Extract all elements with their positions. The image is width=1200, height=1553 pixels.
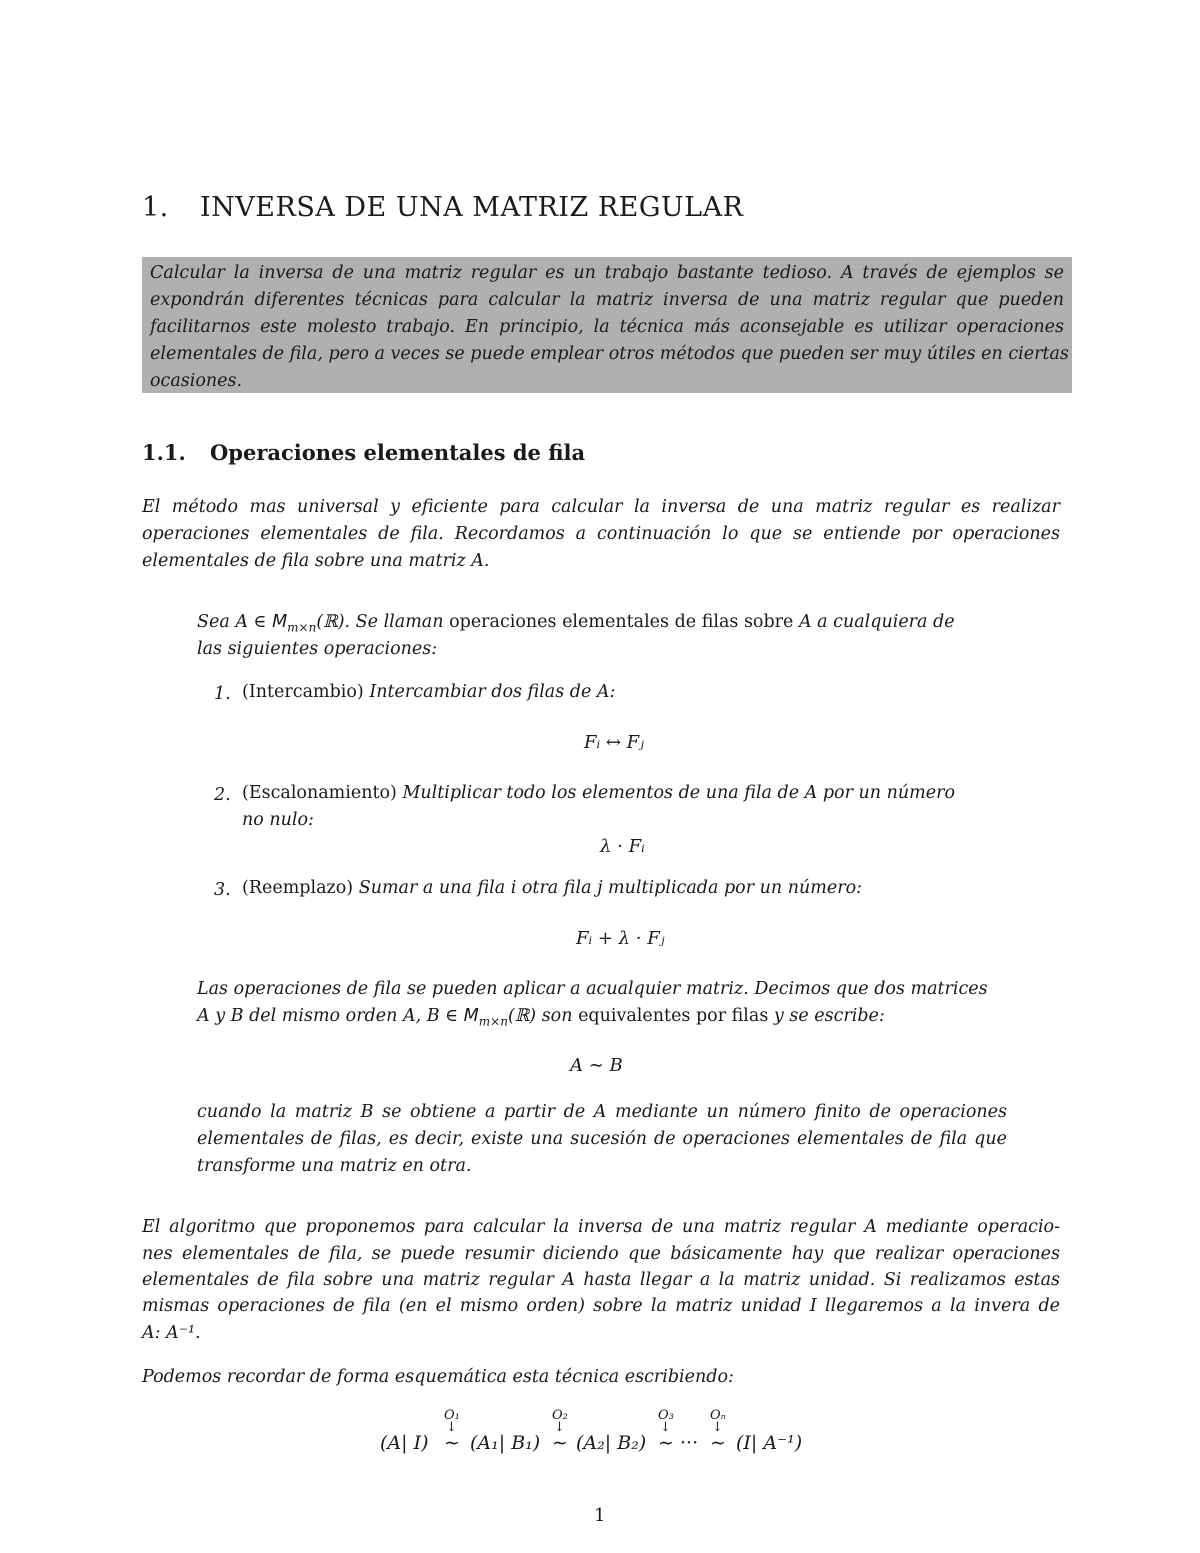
operation-number: 3. (214, 880, 231, 900)
paragraph-line: A y B del mismo orden A, B ∈ $M_{m\times n}(ℝ)$ son equivalentes por filas y se escribe: (197, 1006, 885, 1029)
operation-text-cont: no nulo: (242, 810, 314, 830)
operation-text: (Escalonamiento) Multiplicar todo los elementos de una fila de A por un número (242, 783, 956, 803)
abstract-line: facilitarnos este molesto trabajo. En principio, la técnica más aconsejable es utilizar operaciones (150, 317, 1064, 337)
down-arrow-icon: ↓ (446, 1420, 457, 1435)
scheme-term: (I| A⁻¹) (736, 1432, 803, 1454)
paragraph-line: nes elementales de fila, se puede resumir diciendo que básicamente hay que realizar operaciones (142, 1244, 1060, 1264)
equivalence-symbol: ∼ (552, 1432, 568, 1454)
scheme-term: (A₂| B₂) (576, 1432, 647, 1454)
paragraph-line: transforme una matriz en otra. (197, 1156, 472, 1176)
abstract-line: expondrán diferentes técnicas para calcular la matriz inversa de una matriz regular que pueden (150, 290, 1064, 310)
paragraph-line: cuando la matriz B se obtiene a partir de A mediante un número finito de operaciones (197, 1102, 1007, 1122)
subsection-number: 1.1. (142, 440, 186, 465)
abstract-line: elementales de fila, pero a veces se puede emplear otros métodos que pueden ser muy útiles en ciertas (150, 344, 1069, 364)
definition-line-1: Sea A ∈ $M_{m\times n}(ℝ)$. Se llaman operaciones elementales de filas sobre A a cualquiera de (197, 612, 955, 635)
paragraph-line: elementales de fila sobre una matriz regular A hasta llegar a la matriz unidad. Si realizamos estas (142, 1270, 1060, 1290)
operation-label: O₃ (658, 1408, 674, 1423)
definition-line-2: las siguientes operaciones: (197, 639, 438, 659)
paragraph-line: Las operaciones de fila se pueden aplicar a acualquier matriz. Decimos que dos matrices (197, 979, 988, 999)
equivalence-symbol: ∼ (444, 1432, 460, 1454)
down-arrow-icon: ↓ (712, 1420, 723, 1435)
equivalence-symbol: ∼ (710, 1432, 726, 1454)
down-arrow-icon: ↓ (660, 1420, 671, 1435)
paragraph-line: mismas operaciones de fila (en el mismo orden) sobre la matriz unidad I llegaremos a la invera de (142, 1296, 1060, 1316)
scheme-term: (A| I) (380, 1432, 429, 1454)
operation-label: O₂ (552, 1408, 568, 1423)
abstract-line: ocasiones. (150, 371, 243, 391)
defined-term: equivalentes por filas (578, 1006, 769, 1026)
subsection-title (142, 440, 585, 465)
operation-name: (Reemplazo) (242, 878, 354, 898)
paragraph-line: El método mas universal y eficiente para calcular la inversa de una matriz regular es realizar (142, 497, 1060, 517)
paragraph-line: El algoritmo que proponemos para calcular la inversa de una matriz regular A mediante operacio- (142, 1217, 1060, 1237)
abstract-box (142, 257, 1072, 393)
defined-term: operaciones elementales de filas sobre (449, 612, 794, 632)
paragraph-line: elementales de fila sobre una matriz A. (142, 551, 490, 571)
scheme-term: (A₁| B₁) (470, 1432, 541, 1454)
operation-name: (Intercambio) (242, 682, 364, 702)
paragraph-line: A: A⁻¹. (142, 1323, 201, 1343)
equivalence-formula: A ∼ B (570, 1055, 623, 1076)
operation-label: O₁ (444, 1408, 460, 1423)
section-title-text: INVERSA DE UNA MATRIZ REGULAR (200, 192, 744, 223)
scheme-ellipsis: ··· (680, 1432, 699, 1454)
inverse-scheme (380, 1408, 820, 1468)
page-number: 1 (594, 1505, 606, 1526)
operation-text: (Intercambio) Intercambiar dos filas de A: (242, 682, 616, 702)
operation-label: Oₙ (710, 1408, 726, 1423)
equivalence-symbol: ∼ (658, 1432, 674, 1454)
operation-name: (Escalonamiento) (242, 783, 397, 803)
operation-formula: Fᵢ + λ · Fⱼ (576, 928, 665, 949)
abstract-line: Calcular la inversa de una matriz regular es un trabajo bastante tedioso. A través de ejemplos se (150, 263, 1064, 283)
section-title (142, 192, 743, 223)
operation-text: (Reemplazo) Sumar a una fila i otra fila j multiplicada por un número: (242, 878, 863, 898)
paragraph-line: elementales de filas, es decir, existe una sucesión de operaciones elementales de fila que (197, 1129, 1007, 1149)
section-number: 1. (142, 192, 169, 223)
down-arrow-icon: ↓ (554, 1420, 565, 1435)
subsection-title-text: Operaciones elementales de fila (210, 440, 586, 465)
operation-number: 2. (214, 785, 231, 805)
operation-formula: Fᵢ ↔ Fⱼ (584, 732, 644, 753)
paragraph-line: operaciones elementales de fila. Recordamos a continuación lo que se entiende por operaciones (142, 524, 1060, 544)
operation-number: 1. (214, 684, 231, 704)
operation-formula: λ · Fᵢ (600, 836, 645, 857)
paragraph-line: Podemos recordar de forma esquemática esta técnica escribiendo: (142, 1367, 734, 1387)
